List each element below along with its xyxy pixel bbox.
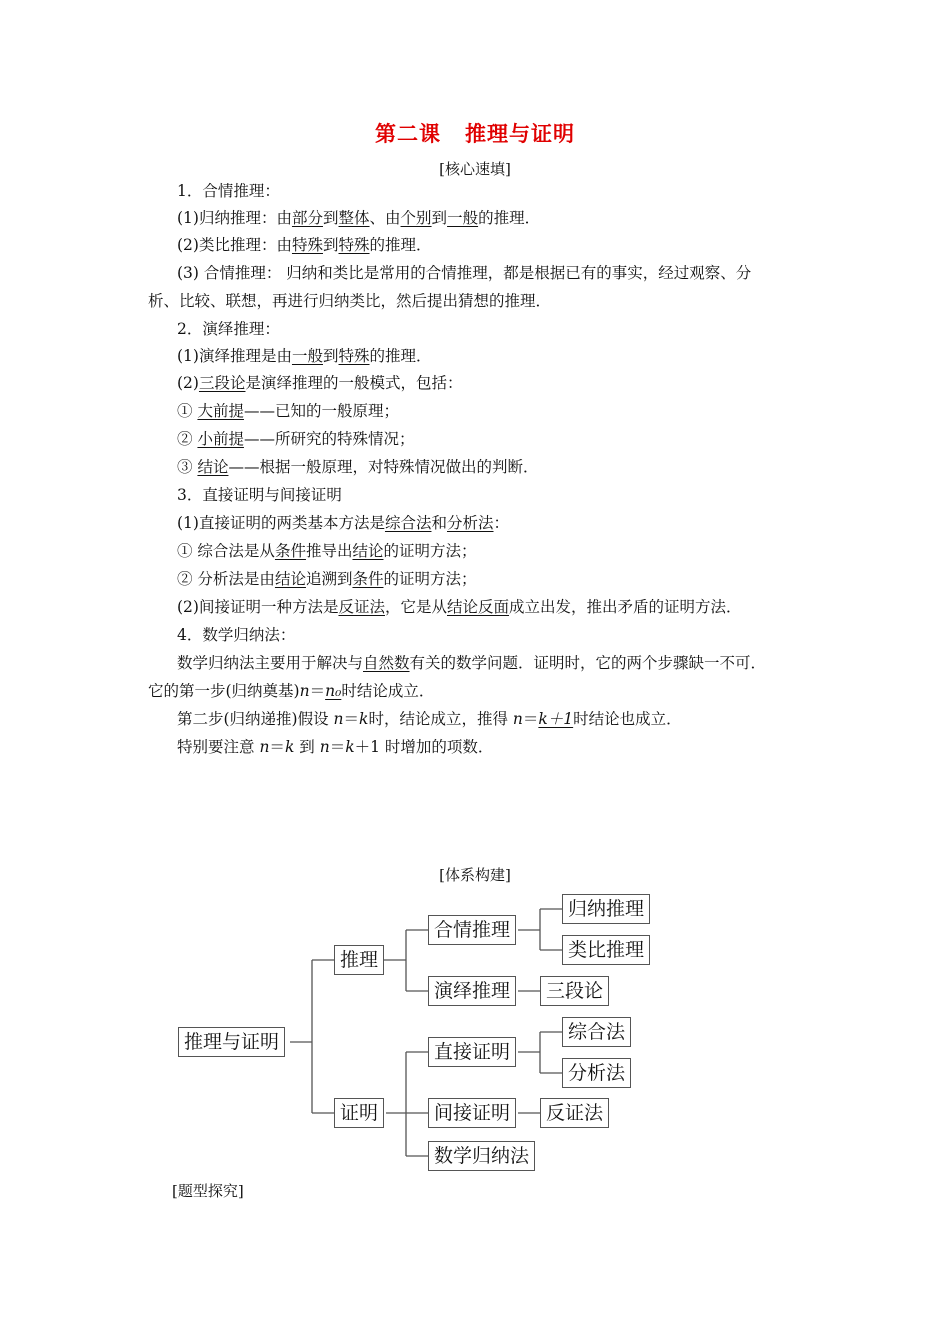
text: (1)演绎推理是由	[177, 347, 292, 365]
text: (2)类比推理：由	[177, 236, 292, 254]
section-types-label: [题型探究]	[172, 1182, 244, 1200]
text: ——根据一般原理，对特殊情况做出的判断．	[228, 458, 539, 476]
s1-heading: 1．合情推理：	[177, 182, 280, 200]
math-var: k	[345, 738, 355, 756]
math-var: n	[259, 738, 270, 756]
s3-heading: 3．直接证明与间接证明	[177, 486, 342, 504]
text: 的推理．	[369, 236, 432, 254]
math-var: n	[333, 710, 344, 728]
text: 和	[431, 514, 447, 532]
text: 它的第一步(归纳奠基)	[148, 682, 300, 700]
text: 是演绎推理的一般模式，包括：	[245, 374, 463, 392]
blank-answer: 三段论	[198, 374, 246, 392]
title-lesson: 第二课	[375, 122, 441, 146]
text: ，它是从	[384, 598, 447, 616]
blank-answer: 大前提	[197, 402, 244, 420]
text: (1)直接证明的两类基本方法是	[177, 514, 385, 532]
blank-answer: 条件	[352, 570, 384, 588]
blank-answer: 条件	[274, 542, 306, 560]
blank-answer: 结论	[274, 570, 306, 588]
text: ＋1 时增加的项数．	[354, 738, 494, 756]
text: (2)间接证明一种方法是	[177, 598, 339, 616]
text: 的证明方法；	[383, 570, 477, 588]
text: ① 综合法是从	[177, 542, 275, 560]
text: 特别要注意	[177, 738, 260, 756]
text: ＝	[522, 710, 539, 728]
blank-answer: 个别	[400, 209, 432, 227]
text: 数学归纳法主要用于解决与	[177, 654, 364, 672]
blank-answer: 特殊	[338, 347, 370, 365]
text: ＝	[309, 682, 326, 700]
section-system-label: [体系构建]	[439, 866, 511, 884]
blank-answer: 小前提	[197, 430, 244, 448]
text: 第二步(归纳递推)假设	[177, 710, 334, 728]
text: 到	[294, 738, 320, 756]
blank-answer: 自然数	[363, 654, 410, 672]
tree-analytic: 分析法	[562, 1058, 631, 1088]
text: ——已知的一般原理；	[243, 402, 399, 420]
text: 的证明方法；	[383, 542, 477, 560]
text: 有关的数学问题．证明时，它的两个步骤缺一不可．	[409, 654, 767, 672]
blank-answer: 部分	[291, 209, 323, 227]
tree-proof: 证明	[334, 1098, 384, 1128]
tree-syllogism: 三段论	[540, 976, 609, 1006]
text: ＝	[329, 738, 346, 756]
tree-deductive: 演绎推理	[428, 976, 516, 1006]
text: ①	[177, 402, 198, 420]
text: ②	[177, 430, 198, 448]
s1-line3b: 析、比较、联想，再进行归纳类比，然后提出猜想的推理．	[148, 292, 552, 310]
text: ——所研究的特殊情况；	[243, 430, 415, 448]
tree-root: 推理与证明	[178, 1027, 285, 1057]
section-core-label: [核心速填]	[439, 160, 511, 178]
blank-answer: 结论	[197, 458, 229, 476]
text: 成立出发，推出矛盾的证明方法．	[509, 598, 742, 616]
s4-heading: 4．数学归纳法：	[177, 626, 296, 644]
text: (1)归纳推理：由	[177, 209, 292, 227]
blank-answer: n₀	[325, 682, 342, 700]
text: 到	[322, 236, 339, 254]
blank-answer: 整体	[338, 209, 370, 227]
tree-indirect: 间接证明	[428, 1098, 516, 1128]
text: 追溯到	[305, 570, 353, 588]
math-var: k	[284, 738, 295, 756]
text: ② 分析法是由	[177, 570, 275, 588]
text: ：	[493, 514, 510, 532]
blank-answer: 反证法	[338, 598, 385, 616]
text: ＝	[343, 710, 360, 728]
blank-answer: k＋1	[538, 710, 574, 728]
text: 的推理．	[478, 209, 541, 227]
s1-line3a: (3) 合情推理： 归纳和类比是常用的合情推理，都是根据已有的事实，经过观察、分	[177, 264, 752, 282]
text: 时结论成立．	[341, 682, 435, 700]
text: 到	[322, 209, 339, 227]
text: 到	[322, 347, 339, 365]
math-var: n	[319, 738, 330, 756]
tree-analogy: 类比推理	[562, 935, 650, 965]
blank-answer: 一般	[447, 209, 479, 227]
s2-heading: 2．演绎推理：	[177, 320, 280, 338]
tree-direct: 直接证明	[428, 1037, 516, 1067]
blank-answer: 结论反面	[447, 598, 510, 616]
tree-plausible: 合情推理	[428, 915, 516, 945]
text: 推导出	[305, 542, 353, 560]
text: 时结论也成立．	[573, 710, 682, 728]
blank-answer: 一般	[291, 347, 323, 365]
tree-reasoning: 推理	[334, 945, 384, 975]
text: 的推理．	[369, 347, 432, 365]
blank-answer: 结论	[352, 542, 384, 560]
text: ③	[177, 458, 198, 476]
blank-answer: 综合法	[384, 514, 432, 532]
title-topic: 推理与证明	[465, 122, 575, 146]
blank-answer: 特殊	[338, 236, 370, 254]
text: 时，结论成立，推得	[368, 710, 513, 728]
blank-answer: 分析法	[447, 514, 494, 532]
tree-synthetic: 综合法	[562, 1017, 631, 1047]
blank-answer: 特殊	[291, 236, 323, 254]
text: 、由	[369, 209, 401, 227]
tree-contradiction: 反证法	[540, 1098, 609, 1128]
tree-induction: 归纳推理	[562, 894, 650, 924]
math-var: n	[512, 710, 523, 728]
tree-math-induction: 数学归纳法	[428, 1141, 535, 1171]
text: 到	[431, 209, 448, 227]
math-var: n	[299, 682, 310, 700]
math-var: k	[359, 710, 369, 728]
text: ＝	[269, 738, 285, 756]
text: (2)	[177, 374, 199, 392]
